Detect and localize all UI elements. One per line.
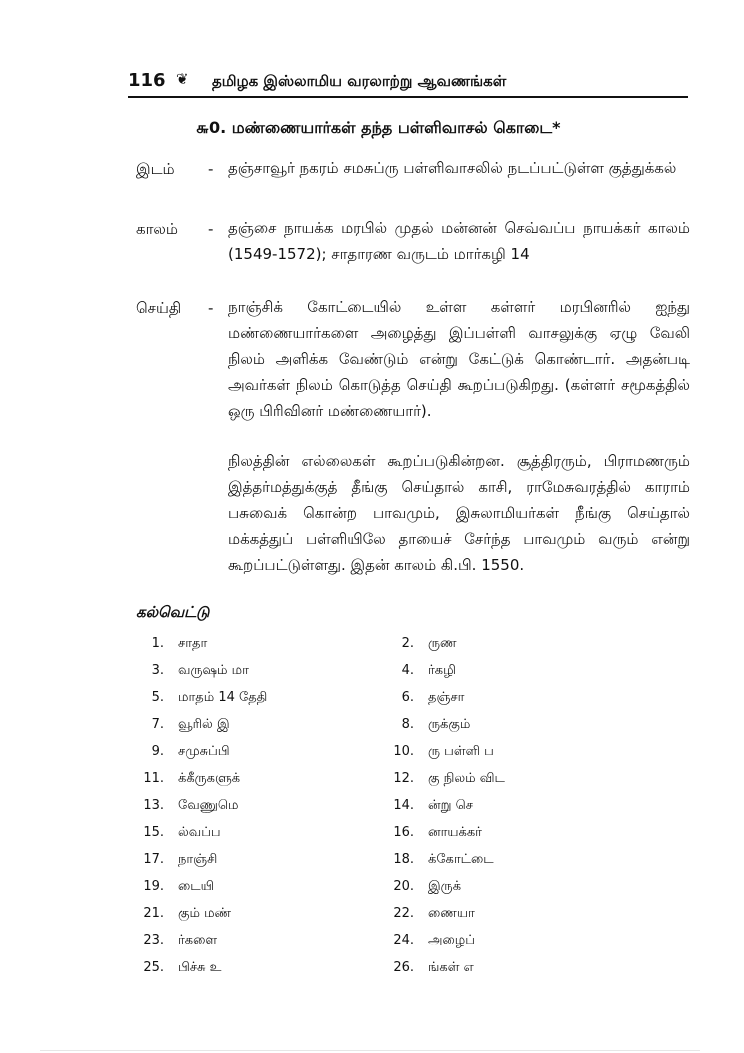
entry-text-period: தஞ்சை நாயக்க மரபில் முதல் மன்னன் செவ்வப்ப நாயக்கர் காலம் (1549-1572); சாதாரண வருடம் மார்கழி 14: [228, 219, 690, 263]
entry-dash: -: [208, 220, 214, 238]
list-item: 7. வூரில் இ: [151, 717, 230, 732]
list-item: 1. சாதா: [151, 636, 208, 651]
entry-text-news-paragraph2: நிலத்தின் எல்லைகள் கூறப்படுகின்றன. சூத்திரரும், பிராமணரும் இத்தர்மத்துக்குத் தீங்கு செய்தால் காசி, ராமேசுவரத்தில் காராம் பசுவைக் கொன்ற பாவமும், இசுலாமியர்கள் நீங்கு செய்தால் மக்கத்துப் பள்ளியிலே தாயைச் சேர்ந்த பாவமும் வரும் என்று கூறப்பட்டுள்ளது. இதன் காலம் கி.பி. 1550.: [228, 452, 690, 574]
section-title: ௬0. மண்ணையார்கள் தந்த பள்ளிவாசல் கொடை*: [196, 118, 561, 137]
list-item: 18. க்கோட்டை: [393, 852, 494, 867]
list-item: 8. ருக்கும்: [401, 717, 471, 732]
list-item: 16. னாயக்கர்: [393, 825, 482, 840]
list-item: 17. நாஞ்சி: [143, 852, 218, 867]
entry-label-place: இடம்: [136, 160, 175, 178]
running-header: [128, 68, 688, 98]
page-number: 116: [128, 70, 166, 91]
list-item: 19. டையி: [143, 879, 214, 894]
list-item: 12. கு நிலம் விட: [393, 771, 505, 786]
running-title: தமிழக இஸ்லாமிய வரலாற்று ஆவணங்கள்: [212, 72, 507, 90]
entry-text-place: தஞ்சாவூர் நகரம் சமசுப்ரு பள்ளிவாசலில் நடப்பட்டுள்ள குத்துக்கல்: [228, 159, 677, 177]
list-item: 21. கும் மண்: [143, 906, 232, 921]
list-item: 4. ர்கழி: [401, 663, 456, 678]
page-bottom-rule: [40, 1050, 700, 1051]
list-item: 6. தஞ்சா: [401, 690, 465, 705]
entry-text-news: நாஞ்சிக் கோட்டையில் உள்ள கள்ளர் மரபினரில் ஐந்து மண்ணையார்களை அழைத்து இப்பள்ளி வாசலுக்கு ஏழு வேலி நிலம் அளிக்க வேண்டும் என்று கேட்டுக் கொண்டார். அதன்படி அவர்கள் நிலம் கொடுத்த செய்தி கூறப்படுகிறது. (கள்ளர் சமூகத்தில் ஒரு பிரிவினர் மண்ணையார்).: [228, 298, 690, 420]
list-item: 3. வருஷம் மா: [151, 663, 249, 678]
list-item: 14. ன்று செ: [393, 798, 473, 813]
list-item: 25. பிச்சு உ: [143, 960, 222, 975]
list-item: 11. க்கீருகளுக்: [143, 771, 241, 786]
ornament-icon: ❦: [176, 70, 189, 88]
entry-label-period: காலம்: [136, 220, 178, 238]
list-item: 5. மாதம் 14 தேதி: [151, 690, 268, 705]
list-item: 2. ருண: [401, 636, 457, 651]
entry-label-news: செய்தி: [136, 299, 182, 317]
list-item: 13. வேணுமெ: [143, 798, 239, 813]
list-item: 15. ல்வப்ப: [143, 825, 221, 840]
list-item: 10. ரு பள்ளி ப: [393, 744, 494, 759]
list-item: 23. ர்களை: [143, 933, 218, 948]
inscription-heading: கல்வெட்டு: [136, 603, 210, 621]
list-item: 22. ணையா: [393, 906, 475, 921]
list-item: 24. அழைப்: [393, 933, 475, 948]
list-item: 20. இருக்: [393, 879, 462, 894]
list-item: 9. சமுசுப்பி: [151, 744, 230, 759]
entry-dash: -: [208, 299, 214, 317]
list-item: 26. ங்கள் எ: [393, 960, 474, 975]
entry-dash: -: [208, 160, 214, 178]
